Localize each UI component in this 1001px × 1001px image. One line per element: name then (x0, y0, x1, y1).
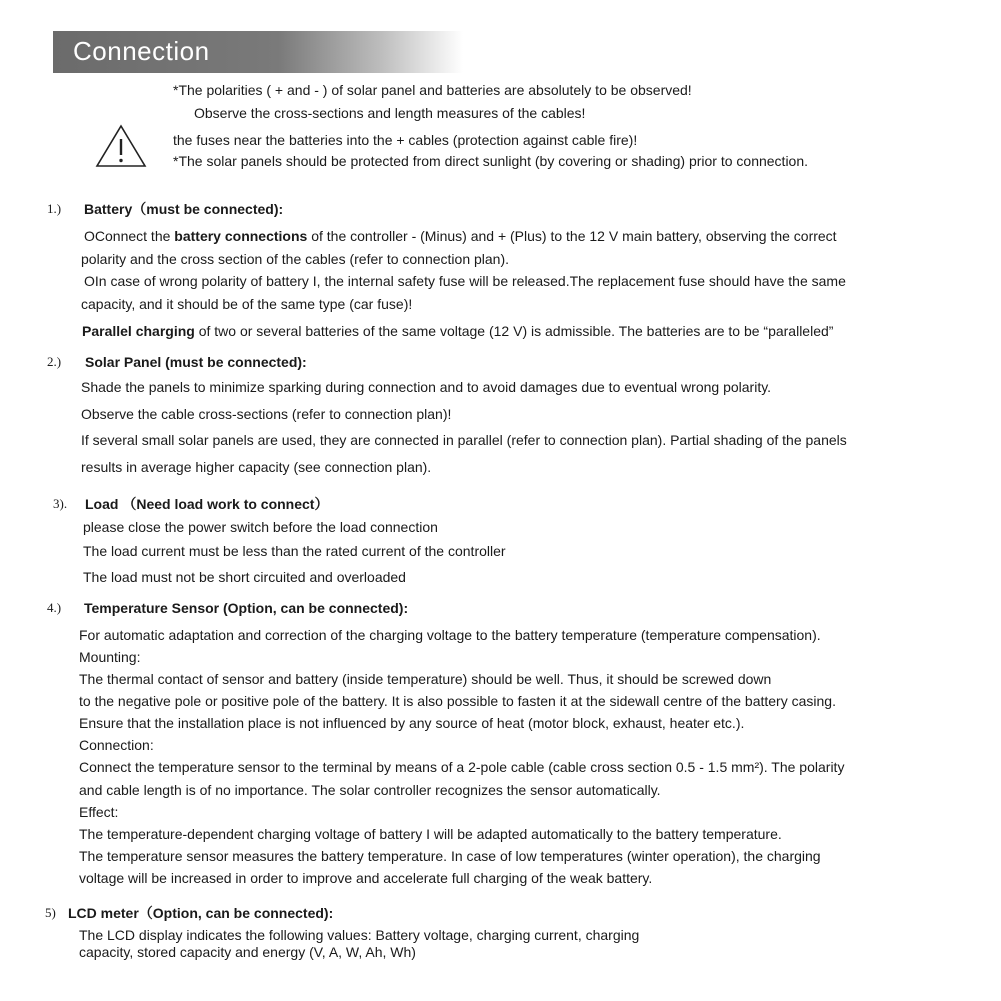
solar-line-4: results in average higher capacity (see connection plan). (81, 459, 432, 475)
temp-line-12: voltage will be increased in order to improve and accelerate full charging of the weak battery. (79, 870, 653, 886)
solar-line-3: If several small solar panels are used, they are connected in parallel (refer to connection plan). Partial shading of the panels (81, 432, 847, 448)
section-number-battery: 1.) (47, 201, 62, 216)
temp-heading: Temperature Sensor (Option, can be connected): (84, 600, 409, 616)
section-number-load: 3). (53, 496, 68, 511)
temp-line-6: Connection: (79, 737, 154, 753)
warning-line-3: the fuses near the batteries into the + cables (protection against cable fire)! (173, 132, 638, 148)
temp-line-4: to the negative pole or positive pole of the battery. It is also possible to fasten it at the sidewall centre of the battery casing. (79, 693, 836, 709)
load-line-3: The load must not be short circuited and overloaded (83, 569, 406, 585)
section-number-temp: 4.) (47, 600, 62, 615)
battery-paragraph-2: OIn case of wrong polarity of battery I, the internal safety fuse will be released.The replacement fuse should have the same (84, 273, 846, 289)
temp-line-11: The temperature sensor measures the battery temperature. In case of low temperatures (winter operation), the charging (79, 848, 821, 864)
section-number-lcd: 5) (45, 905, 56, 920)
temp-line-5: Ensure that the installation place is not influenced by any source of heat (motor block, exhaust, heater etc.). (79, 715, 745, 731)
battery-paragraph-3: Parallel charging of two or several batteries of the same voltage (12 V) is admissible. The batteries are to be “paralleled” (82, 323, 834, 339)
load-line-1: please close the power switch before the load connection (83, 519, 438, 535)
temp-line-8: and cable length is of no importance. The solar controller recognizes the sensor automatically. (79, 782, 661, 798)
section-header-bar (53, 31, 463, 73)
load-line-2: The load current must be less than the rated current of the controller (83, 543, 506, 559)
warning-triangle-icon (95, 123, 147, 169)
temp-line-9: Effect: (79, 804, 119, 820)
lcd-line-2: capacity, stored capacity and energy (V, A, W, Ah, Wh) (79, 944, 416, 960)
temp-line-3: The thermal contact of sensor and battery (inside temperature) should be well. Thus, it should be screwed down (79, 671, 772, 687)
battery-paragraph-2-line-2: capacity, and it should be of the same type (car fuse)! (81, 296, 413, 312)
lcd-heading: LCD meter（Option, can be connected): (68, 905, 334, 921)
warning-line-2: Observe the cross-sections and length measures of the cables! (194, 105, 586, 121)
solar-heading: Solar Panel (must be connected): (85, 354, 307, 370)
page-title: Connection (73, 36, 210, 66)
solar-line-1: Shade the panels to minimize sparking during connection and to avoid damages due to eventual wrong polarity. (81, 379, 772, 395)
temp-line-10: The temperature-dependent charging voltage of battery I will be adapted automatically to the battery temperature. (79, 826, 782, 842)
temp-line-1: For automatic adaptation and correction of the charging voltage to the battery temperature (temperature compensation). (79, 627, 821, 643)
battery-paragraph-1-line-2: polarity and the cross section of the cables (refer to connection plan). (81, 251, 510, 267)
section-number-solar: 2.) (47, 354, 62, 369)
battery-paragraph-1: OConnect the battery connections of the controller - (Minus) and + (Plus) to the 12 V main battery, observing the correct (84, 228, 837, 244)
temp-line-7: Connect the temperature sensor to the terminal by means of a 2-pole cable (cable cross section 0.5 - 1.5 mm²). The polarity (79, 759, 845, 775)
temp-line-2: Mounting: (79, 649, 141, 665)
load-heading: Load （Need load work to connect） (85, 496, 329, 512)
warning-line-1: *The polarities ( + and - ) of solar panel and batteries are absolutely to be observed! (173, 82, 692, 98)
battery-heading: Battery（must be connected): (84, 201, 284, 217)
lcd-line-1: The LCD display indicates the following values: Battery voltage, charging current, charging (79, 927, 640, 943)
warning-line-4: *The solar panels should be protected from direct sunlight (by covering or shading) prior to connection. (173, 153, 809, 169)
solar-line-2: Observe the cable cross-sections (refer to connection plan)! (81, 406, 452, 422)
